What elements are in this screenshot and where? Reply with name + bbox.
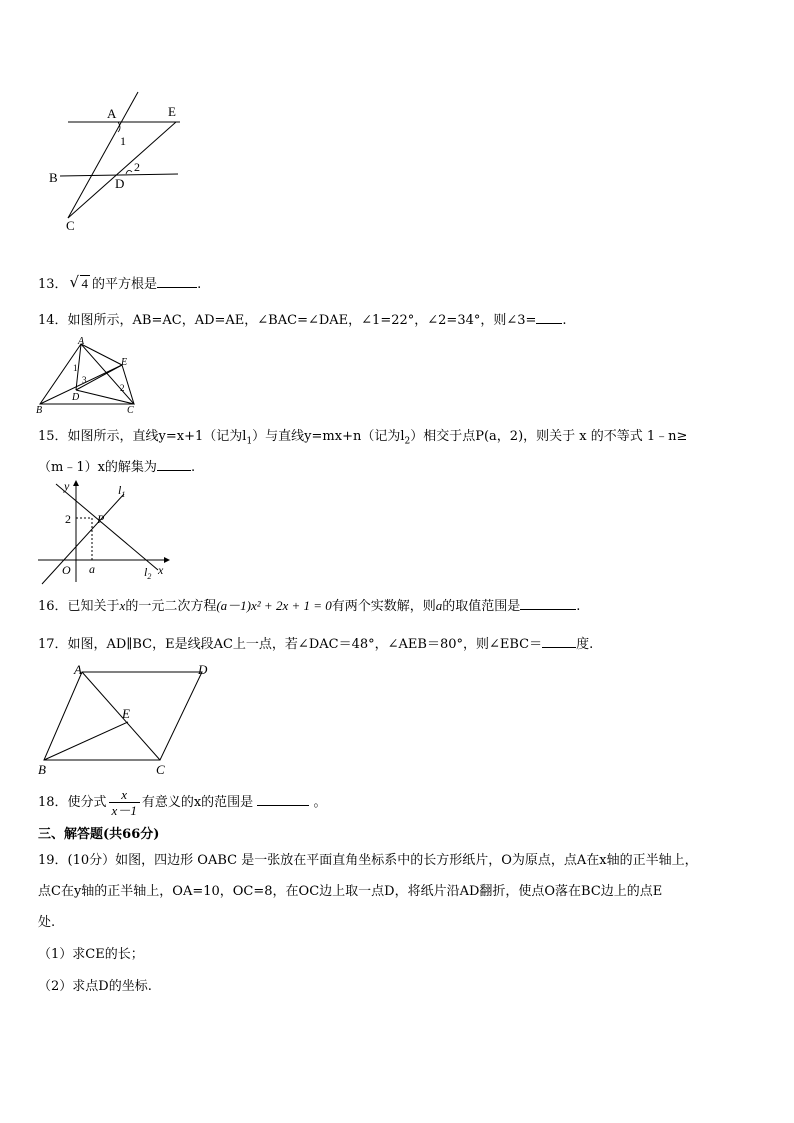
label-a: A (78, 336, 85, 347)
line-l2 (56, 484, 158, 570)
angle-1-label: 1 (73, 363, 78, 373)
label-two: 2 (65, 512, 71, 526)
segment-ae (81, 344, 122, 365)
triangle-abc (40, 344, 134, 404)
diagonal-ac (82, 672, 160, 760)
fraction (109, 787, 140, 819)
segment-dc (76, 390, 134, 404)
question-19-line-1: 19．(10分）如图，四边形 OABC 是一张放在平面直角坐标系中的长方形纸片，O为原点，点A在x轴的正半轴上， (38, 853, 698, 868)
line-l1 (42, 494, 124, 584)
label-c: C (127, 405, 134, 416)
fraction-denominator: x－1 (109, 802, 140, 819)
figure-coordinate-graph-svg (36, 478, 176, 586)
question-14 (38, 311, 567, 330)
label-d: D (198, 662, 208, 677)
label-l1-letter: l (118, 483, 122, 497)
q15-text-b: ）与直线y=mx+n（记为l (252, 429, 405, 444)
sqrt-expression: √ 4 (69, 273, 89, 291)
label-l2 (144, 565, 151, 581)
figure-triangles-svg (36, 338, 146, 416)
label-b: B (36, 405, 43, 416)
q16-post2: 的取值范围是 (442, 599, 521, 614)
q18-post: 有意义的x的范围是 (141, 795, 254, 810)
answer-blank-16[interactable] (520, 597, 576, 610)
label-d: D (72, 392, 80, 403)
question-19-line-3: 处. (38, 915, 56, 930)
q13-text: 的平方根是 (92, 277, 158, 292)
q16-tail: . (576, 599, 581, 614)
label-d: D (115, 176, 125, 191)
angle-2-label: 2 (120, 383, 125, 393)
transversal-ac (68, 92, 138, 218)
angle-2-label: 2 (134, 160, 140, 174)
figure-parallel-lines-svg (40, 88, 190, 238)
q14-text: 14．如图所示，AB=AC，AD=AE，∠BAC=∠DAE，∠1=22°，∠2=34°，则∠3= (38, 313, 537, 328)
question-15-line-1 (38, 428, 687, 451)
q18-tail: 。 (313, 795, 327, 810)
question-19-part-2: （2）求点D的坐标. (38, 979, 152, 994)
answer-blank-17[interactable] (542, 635, 576, 648)
answer-blank-14[interactable] (536, 311, 562, 324)
angle-2-arc (126, 170, 132, 174)
label-e: E (168, 104, 176, 119)
q13-number: 13． (38, 277, 68, 292)
label-e: E (122, 706, 130, 721)
label-l1-sub: 1 (121, 490, 126, 499)
label-x: x (158, 563, 164, 577)
label-origin: O (62, 563, 71, 577)
figure-triangles (36, 338, 146, 416)
q13-tail: . (197, 277, 202, 292)
section-heading: 三、解答题(共66分) (38, 827, 160, 842)
label-l2-letter: l (144, 565, 148, 579)
label-b: B (38, 762, 46, 777)
q16-var-a: a (435, 598, 443, 613)
label-c: C (156, 762, 165, 777)
q15-text-a: 15．如图所示，直线y=x+1（记为l (38, 429, 247, 444)
q15-sub-2: 2 (404, 436, 411, 447)
figure-parallelogram-svg (36, 660, 216, 778)
q16-var-x: x (119, 598, 126, 613)
q17-tail: 度. (576, 637, 594, 652)
label-y: y (64, 479, 70, 493)
q16-mid: 的一元二次方程 (125, 599, 217, 614)
angle-3-label: 3 (82, 375, 87, 385)
question-19-line-2: 点C在y轴的正半轴上，OA=10，OC=8，在OC边上取一点D，将纸片沿AD翻折，使点O落在BC边上的点E (38, 884, 663, 899)
label-l1 (118, 483, 125, 499)
q15-sub-1: 1 (246, 436, 253, 447)
radicand: 4 (81, 276, 89, 291)
q18-pre: 18．使分式 (38, 795, 107, 810)
q17-text: 17．如图，AD∥BC，E是线段AC上一点，若∠DAC＝48°，∠AEB＝80°，则∠EBC＝ (38, 637, 543, 652)
label-p: P (97, 512, 105, 526)
fraction-numerator: x (121, 786, 128, 802)
q14-tail: . (562, 313, 567, 328)
answer-blank-13[interactable] (157, 275, 197, 288)
figure-parallel-lines (40, 88, 190, 238)
q15-tail: . (190, 460, 196, 475)
label-e: E (121, 357, 128, 368)
y-axis-arrow (73, 480, 79, 486)
answer-blank-15[interactable] (157, 458, 191, 471)
label-l2-sub: 2 (147, 572, 152, 581)
q16-post: 有两个实数解，则 (331, 599, 436, 614)
q16-equation: (a－1)x² + 2x + 1 = 0 (216, 598, 332, 613)
question-18 (38, 784, 326, 822)
label-b: B (49, 170, 58, 185)
label-c: C (66, 218, 75, 233)
figure-coordinate-graph (36, 478, 176, 586)
label-a: a (89, 562, 95, 576)
q15-text-d: （m﹣1）x的解集为 (38, 460, 157, 475)
q15-text-c: ）相交于点P(a，2)，则关于 x 的不等式 1﹣n≥ (410, 429, 688, 444)
label-a: A (74, 662, 82, 677)
angle-1-label: 1 (120, 134, 126, 148)
q16-pre: 16．已知关于 (38, 599, 120, 614)
figure-parallelogram (36, 660, 216, 778)
question-15-line-2 (38, 458, 195, 477)
question-13 (38, 275, 201, 294)
segment-be (44, 722, 128, 760)
label-a: A (107, 106, 117, 121)
question-19-part-1: （1）求CE的长； (38, 947, 144, 962)
question-17 (38, 635, 593, 654)
question-16 (38, 597, 580, 616)
answer-blank-18[interactable] (257, 793, 309, 806)
x-axis-arrow (164, 557, 170, 563)
